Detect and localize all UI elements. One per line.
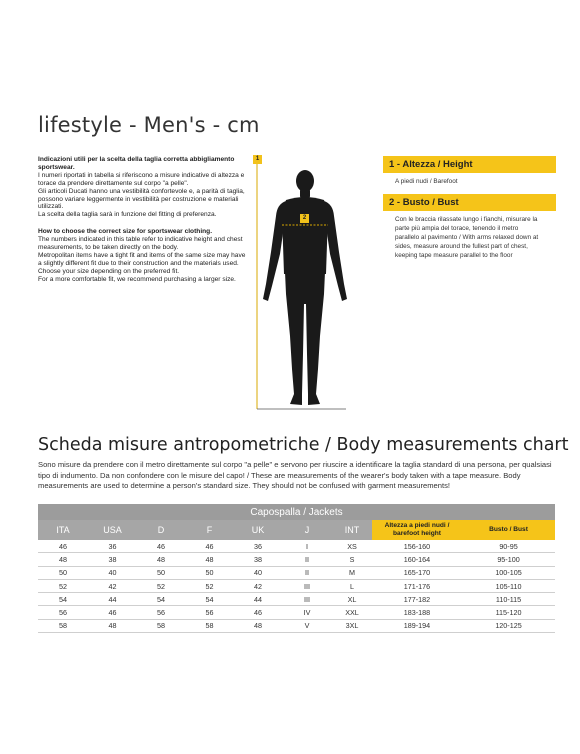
table-cell: 48: [38, 553, 88, 566]
height-marker-badge: 1: [253, 155, 262, 164]
table-cell: 44: [234, 593, 282, 606]
table-group-header: Capospalla / Jackets: [38, 504, 555, 520]
chart-description: Sono misure da prendere con il metro direttamente sul corpo "a pelle" e servono per riuscire a identificare la taglia standard di una persona, per qualsiasi tipo di indumento. Da non confondere con le misure del capo! / These are measurements of the wearer's body taken with a tape measure. Body measurements are used to determine a person's standard size. They should not be confused with garment measurements!: [38, 460, 552, 491]
guidance-paragraph: Choose your size depending on the preferred fit.: [38, 267, 180, 275]
table-cell: 54: [185, 593, 234, 606]
table-cell: 160-164: [372, 553, 462, 566]
table-cell: II: [282, 553, 332, 566]
height-info-title: 1 - Altezza / Height: [383, 156, 556, 173]
table-cell: I: [282, 540, 332, 553]
table-cell: 42: [234, 579, 282, 592]
table-cell: 58: [38, 619, 88, 632]
guidance-paragraph: The numbers indicated in this table refer to indicative height and chest measurements, to be taken directly on the body.: [38, 236, 243, 252]
table-cell: 36: [88, 540, 137, 553]
table-cell: 171-176: [372, 579, 462, 592]
guidance-paragraph: I numeri riportati in tabella si riferiscono a misure indicative di altezza e torace da prendere direttamente sul corpo "a pelle".: [38, 171, 245, 187]
table-row: [38, 540, 555, 553]
table-cell: 42: [88, 579, 137, 592]
table-cell: III: [282, 593, 332, 606]
table-cell: 50: [38, 566, 88, 579]
table-cell: XXL: [332, 606, 372, 619]
column-header: F: [185, 520, 234, 540]
table-cell: 58: [185, 619, 234, 632]
guidance-heading-it: Indicazioni utili per la scelta della taglia corretta abbigliamento sportswear.: [38, 156, 235, 171]
bust-info-text: Con le braccia rilassate lungo i fianchi, misurare la parte più ampia del torace, tenendo il metro parallelo al pavimento / With arms relaxed down at sides, measure around the fullest part of chest, keeping tape measure parallel to the floor: [395, 216, 539, 259]
table-cell: II: [282, 566, 332, 579]
table-cell: 38: [234, 553, 282, 566]
table-row: [38, 579, 555, 592]
table-cell: 52: [137, 579, 185, 592]
column-header: D: [137, 520, 185, 540]
table-row: [38, 606, 555, 619]
column-header: ITA: [38, 520, 88, 540]
table-cell: 177-182: [372, 593, 462, 606]
table-cell: 189-194: [372, 619, 462, 632]
table-cell: 58: [137, 619, 185, 632]
column-header: J: [282, 520, 332, 540]
table-cell: 3XL: [332, 619, 372, 632]
column-header-height: Altezza a piedi nudi / barefoot height: [372, 520, 462, 540]
table-cell: 156-160: [372, 540, 462, 553]
table-cell: 46: [185, 540, 234, 553]
table-cell: XL: [332, 593, 372, 606]
table-cell: IV: [282, 606, 332, 619]
column-header: INT: [332, 520, 372, 540]
table-cell: 95-100: [462, 553, 555, 566]
table-cell: V: [282, 619, 332, 632]
page-title: lifestyle - Men's - cm: [38, 113, 260, 137]
sizing-guidance: [38, 156, 246, 284]
bust-info-title: 2 - Busto / Bust: [383, 194, 556, 211]
guidance-paragraph: For a more comfortable fit, we recommend purchasing a larger size.: [38, 275, 236, 283]
size-table: [38, 504, 555, 633]
table-row: [38, 566, 555, 579]
column-header-bust: Busto / Bust: [462, 520, 555, 540]
table-cell: 46: [234, 606, 282, 619]
height-info: [383, 156, 556, 186]
guidance-paragraph: Gli articoli Ducati hanno una vestibilità confortevole e, a parità di taglia, possono variare leggermente in vestibilità per costruzione e materiali utilizzati.: [38, 187, 245, 211]
table-cell: 48: [234, 619, 282, 632]
guidance-heading-en: How to choose the correct size for sportswear clothing.: [38, 228, 213, 236]
table-cell: 56: [38, 606, 88, 619]
table-cell: 56: [137, 606, 185, 619]
height-info-text: A piedi nudi / Barefoot: [395, 178, 458, 185]
body-figure: [250, 154, 360, 414]
table-cell: 52: [185, 579, 234, 592]
table-cell: 54: [137, 593, 185, 606]
human-silhouette-icon: [250, 154, 360, 414]
table-cell: 40: [234, 566, 282, 579]
table-cell: 50: [137, 566, 185, 579]
table-cell: 38: [88, 553, 137, 566]
table-cell: M: [332, 566, 372, 579]
table-cell: 40: [88, 566, 137, 579]
table-cell: 46: [38, 540, 88, 553]
table-cell: 56: [185, 606, 234, 619]
table-cell: 36: [234, 540, 282, 553]
table-cell: 115-120: [462, 606, 555, 619]
guidance-paragraph: Metropolitan items have a tight fit and items of the same size may have a slightly different fit due to their construction and the materials used.: [38, 251, 246, 267]
table-cell: 52: [38, 579, 88, 592]
table-cell: 48: [137, 553, 185, 566]
column-header: USA: [88, 520, 137, 540]
bust-marker-badge: 2: [300, 214, 309, 223]
chart-title: Scheda misure antropometriche / Body measurements chart: [38, 435, 569, 455]
bust-info: [383, 194, 556, 260]
table-cell: III: [282, 579, 332, 592]
table-row: [38, 593, 555, 606]
table-cell: 100-105: [462, 566, 555, 579]
table-cell: 110-115: [462, 593, 555, 606]
column-header: UK: [234, 520, 282, 540]
table-cell: XS: [332, 540, 372, 553]
table-cell: 46: [88, 606, 137, 619]
table-cell: L: [332, 579, 372, 592]
table-cell: 48: [88, 619, 137, 632]
table-cell: 183-188: [372, 606, 462, 619]
table-row: [38, 553, 555, 566]
table-cell: 46: [137, 540, 185, 553]
table-cell: 44: [88, 593, 137, 606]
table-cell: S: [332, 553, 372, 566]
table-cell: 90-95: [462, 540, 555, 553]
table-row: [38, 619, 555, 632]
table-cell: 48: [185, 553, 234, 566]
table-cell: 50: [185, 566, 234, 579]
table-cell: 105-110: [462, 579, 555, 592]
guidance-paragraph: La scelta della taglia sarà in funzione del fitting di preferenza.: [38, 211, 217, 219]
table-cell: 120-125: [462, 619, 555, 632]
table-cell: 165-170: [372, 566, 462, 579]
table-cell: 54: [38, 593, 88, 606]
